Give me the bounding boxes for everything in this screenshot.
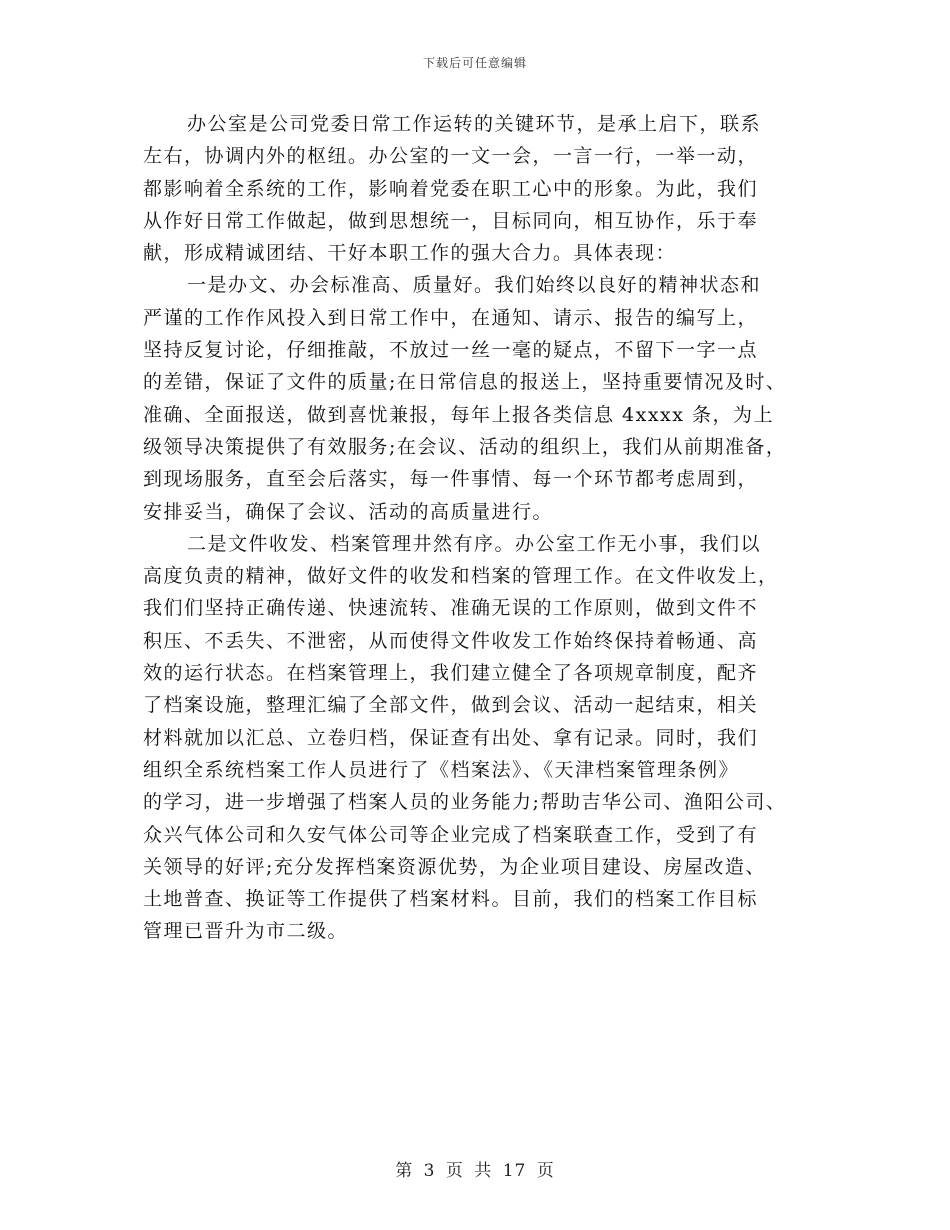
- text-line: 准确、全面报送，做到喜忧兼报，每年上报各类信息 4xxxx 条，为上: [143, 403, 775, 426]
- text-line: 众兴气体公司和久安气体公司等企业完成了档案联查工作，受到了有: [143, 823, 759, 846]
- paragraph-2: [143, 269, 813, 527]
- text-line: 办公室是公司党委日常工作运转的关键环节，是承上启下，联系: [187, 113, 762, 135]
- text-line: 关领导的好评;充分发挥档案资源优势，为企业项目建设、房屋改造、: [143, 855, 766, 878]
- text-line: 献，形成精诚团结、干好本职工作的强大合力。具体表现：: [143, 242, 677, 265]
- text-line: 到现场服务，直至会后落实，每一件事情、每一个环节都考虑周到，: [143, 468, 759, 491]
- text-line: 严谨的工作作风投入到日常工作中，在通知、请示、报告的编写上，: [143, 306, 759, 329]
- text-line: 组织全系统档案工作人员进行了《档案法》、《天津档案管理条例》: [143, 758, 740, 781]
- text-line: 左右，协调内外的枢纽。办公室的一文一会，一言一行，一举一动，: [143, 145, 759, 168]
- document-body: [143, 108, 813, 948]
- page-number-footer: 第 3 页 共 17 页: [395, 1161, 555, 1181]
- paragraph-1: [143, 108, 813, 269]
- text-line: 管理已晋升为市二级。: [143, 920, 349, 943]
- text-line: 土地普查、换证等工作提供了档案材料。目前，我们的档案工作目标: [143, 888, 759, 911]
- text-line: 我们们坚持正确传递、快速流转、准确无误的工作原则，做到文件不: [143, 597, 759, 620]
- text-line: 效的运行状态。在档案管理上，我们建立健全了各项规章制度，配齐: [143, 662, 759, 685]
- text-line: 从作好日常工作做起，做到思想统一，目标同向，相互协作，乐于奉: [143, 209, 759, 232]
- header-note: 下载后可任意编辑: [422, 56, 527, 70]
- text-line: 的学习，进一步增强了档案人员的业务能力;帮助吉华公司、渔阳公司、: [143, 791, 787, 814]
- text-line: 一是办文、办会标准高、质量好。我们始终以良好的精神状态和: [187, 274, 762, 297]
- text-line: 级领导决策提供了有效服务;在会议、活动的组织上，我们从前期准备，: [143, 435, 787, 458]
- paragraph-3: [143, 528, 813, 948]
- text-line: 坚持反复讨论，仔细推敲，不放过一丝一毫的疑点，不留下一字一点: [143, 339, 759, 362]
- text-line: 二是文件收发、档案管理井然有序。办公室工作无小事，我们以: [187, 532, 762, 555]
- text-line: 都影响着全系统的工作，影响着党委在职工心中的形象。为此，我们: [143, 177, 759, 200]
- text-line: 的差错，保证了文件的质量;在日常信息的报送上，坚持重要情况及时、: [143, 371, 787, 394]
- text-line: 材料就加以汇总、立卷归档，保证查有出处、拿有记录。同时，我们: [143, 726, 759, 749]
- text-line: 高度负责的精神，做好文件的收发和档案的管理工作。在文件收发上，: [143, 565, 779, 588]
- text-line: 积压、不丢失、不泄密，从而使得文件收发工作始终保持着畅通、高: [143, 629, 759, 652]
- text-line: 了档案设施，整理汇编了全部文件，做到会议、活动一起结束，相关: [143, 694, 759, 717]
- text-line: 安排妥当，确保了会议、活动的高质量进行。: [143, 500, 554, 523]
